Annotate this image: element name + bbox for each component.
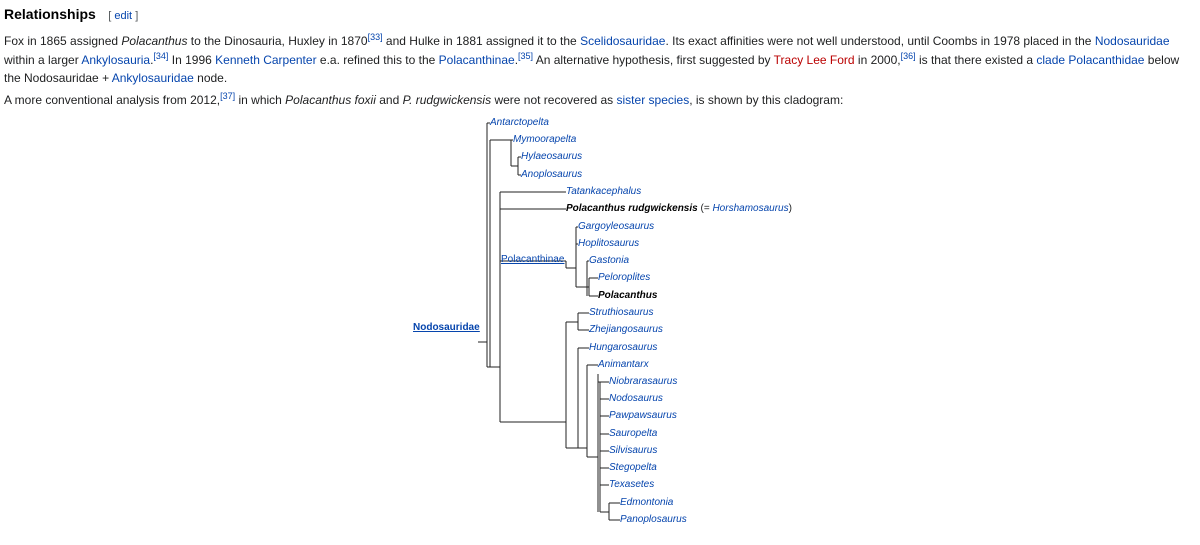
taxon-stegopelta[interactable] — [609, 462, 657, 474]
link-polacanthinae[interactable]: Polacanthinae — [438, 52, 515, 67]
clade-nodosauridae-link[interactable]: Nodosauridae — [413, 322, 480, 333]
taxon-link[interactable]: Peloroplites — [598, 272, 651, 283]
taxon-link[interactable]: Animantarx — [598, 359, 649, 370]
taxon-link[interactable]: Texasetes — [609, 479, 655, 490]
taxon-link[interactable]: Antarctopelta — [490, 117, 549, 128]
text: within a larger — [4, 52, 82, 67]
text: in 2000, — [854, 52, 901, 67]
taxon-antarctopelta[interactable] — [490, 117, 549, 129]
text: e.a. refined this to the — [316, 52, 439, 67]
text: is that there existed a — [915, 52, 1037, 67]
text: and — [375, 93, 403, 107]
taxon-hoplitosaurus[interactable] — [578, 238, 639, 250]
section-heading — [4, 6, 138, 24]
taxon-link[interactable]: Hungarosaurus — [589, 342, 658, 353]
ref-33[interactable] — [368, 32, 383, 42]
paragraph-analysis — [4, 91, 1196, 110]
taxon-panoplosaurus[interactable] — [620, 514, 687, 526]
italic-p-rudgwickensis: P. rudgwickensis — [402, 93, 492, 107]
ref-35[interactable] — [518, 51, 533, 61]
text: node. — [193, 71, 228, 85]
text: A more conventional analysis from 2012, — [4, 93, 221, 107]
synonym-close: ) — [788, 203, 792, 214]
ref-36[interactable] — [901, 51, 916, 61]
taxon-link[interactable]: Hoplitosaurus — [578, 238, 640, 249]
taxon-link[interactable]: Anoplosaurus — [521, 169, 583, 180]
text: In 1996 — [168, 52, 216, 67]
synonym-note — [698, 203, 792, 214]
clade-nodosauridae[interactable] — [413, 322, 480, 334]
link-scelidosauridae[interactable]: Scelidosauridae — [580, 34, 666, 48]
taxon-texasetes[interactable] — [609, 479, 654, 491]
text: . — [150, 52, 154, 67]
taxon-link[interactable]: Niobrarasaurus — [609, 376, 678, 387]
ref-34[interactable] — [153, 51, 168, 61]
ref-35-link[interactable]: [35] — [518, 50, 534, 61]
text: were not recovered as — [491, 93, 617, 107]
taxon-hungarosaurus[interactable] — [589, 342, 657, 354]
clade-polacanthinae-link[interactable]: Polacanthinae — [501, 254, 565, 265]
text: in which — [235, 93, 286, 107]
taxon-edmontonia[interactable] — [620, 497, 673, 509]
ref-34-link[interactable]: [34] — [153, 50, 169, 61]
edit-link[interactable]: edit — [114, 10, 133, 22]
edit-section — [108, 10, 138, 22]
link-clade[interactable]: clade — [1036, 52, 1066, 67]
taxon-bold-label: Polacanthus — [598, 290, 658, 301]
ref-33-link[interactable]: [33] — [367, 32, 383, 42]
clade-polacanthinae[interactable] — [501, 254, 564, 266]
taxon-link[interactable]: Nodosaurus — [609, 393, 663, 404]
italic-polacanthus-foxii: Polacanthus foxii — [285, 93, 376, 107]
taxon-link[interactable]: Sauropelta — [609, 428, 658, 439]
ref-36-link[interactable]: [36] — [900, 50, 916, 61]
taxon-animantarx[interactable] — [598, 359, 649, 371]
taxon-link[interactable]: Gastonia — [589, 255, 630, 266]
link-tracy-lee-ford[interactable]: Tracy Lee Ford — [773, 52, 855, 67]
link-ankylosauria[interactable]: Ankylosauria — [81, 52, 151, 67]
text: below the Nodosauridae + — [4, 52, 1180, 85]
taxon-bold-label: Polacanthus rudgwickensis — [566, 203, 698, 214]
edit-bracket-close: ] — [135, 10, 139, 22]
taxon-nodosaurus[interactable] — [609, 393, 663, 405]
taxon-peloroplites[interactable] — [598, 272, 650, 284]
link-sister-species[interactable]: sister species — [616, 93, 690, 107]
taxon-link[interactable]: Hylaeosaurus — [521, 151, 583, 162]
text: Fox in 1865 assigned — [4, 34, 122, 48]
taxon-struthiosaurus[interactable] — [589, 307, 653, 319]
taxon-link[interactable]: Mymoorapelta — [513, 134, 577, 145]
ref-37-link[interactable]: [37] — [220, 91, 236, 101]
taxon-mymoorapelta[interactable] — [513, 134, 576, 146]
link-kenneth-carpenter[interactable]: Kenneth Carpenter — [215, 52, 317, 67]
text: . — [514, 52, 519, 67]
taxon-polacanthus — [598, 290, 657, 302]
taxon-silvisaurus[interactable] — [609, 445, 657, 457]
ref-37[interactable] — [220, 91, 235, 101]
taxon-link[interactable]: Struthiosaurus — [589, 307, 654, 318]
synonym-open: (= — [697, 203, 713, 214]
taxon-link[interactable]: Panoplosaurus — [620, 514, 687, 525]
text: . Its exact affinities were not well understood, until Coombs in 1978 placed in the — [665, 34, 1095, 48]
taxon-link[interactable]: Silvisaurus — [609, 445, 658, 456]
section-title: Relationships — [4, 6, 96, 22]
text: and Hulke in 1881 assigned it to the — [382, 34, 581, 48]
taxon-gargoyleosaurus[interactable] — [578, 221, 654, 233]
taxon-hylaeosaurus[interactable] — [521, 151, 582, 163]
taxon-anoplosaurus[interactable] — [521, 169, 582, 181]
taxon-gastonia[interactable] — [589, 255, 629, 267]
taxon-sauropelta[interactable] — [609, 428, 657, 440]
taxon-link[interactable]: Pawpawsaurus — [609, 410, 677, 421]
taxon-niobrarasaurus[interactable] — [609, 376, 677, 388]
taxon-horshamosaurus-link[interactable]: Horshamosaurus — [712, 203, 789, 214]
taxon-link[interactable]: Stegopelta — [609, 462, 657, 473]
taxon-tatankacephalus[interactable] — [566, 186, 641, 198]
taxon-link[interactable]: Tatankacephalus — [566, 186, 642, 197]
paragraph-history — [4, 32, 1196, 88]
taxon-polacanthus-rudgwickensis — [566, 203, 792, 215]
italic-polacanthus: Polacanthus — [121, 34, 188, 48]
taxon-link[interactable]: Edmontonia — [620, 497, 674, 508]
taxon-pawpawsaurus[interactable] — [609, 410, 677, 422]
taxon-zhejiangosaurus[interactable] — [589, 324, 663, 336]
taxon-link[interactable]: Zhejiangosaurus — [589, 324, 663, 335]
taxon-link[interactable]: Gargoyleosaurus — [578, 221, 655, 232]
text: An alternative hypothesis, first suggested by — [533, 52, 774, 67]
link-polacanthidae[interactable]: Polacanthidae — [1068, 52, 1145, 67]
text: , is shown by this cladogram: — [689, 93, 844, 107]
link-ankylosauridae[interactable]: Ankylosauridae — [111, 71, 194, 85]
edit-bracket-open: [ — [108, 10, 112, 22]
link-nodosauridae[interactable]: Nodosauridae — [1094, 34, 1170, 48]
text: to the Dinosauria, Huxley in 1870 — [187, 34, 368, 48]
